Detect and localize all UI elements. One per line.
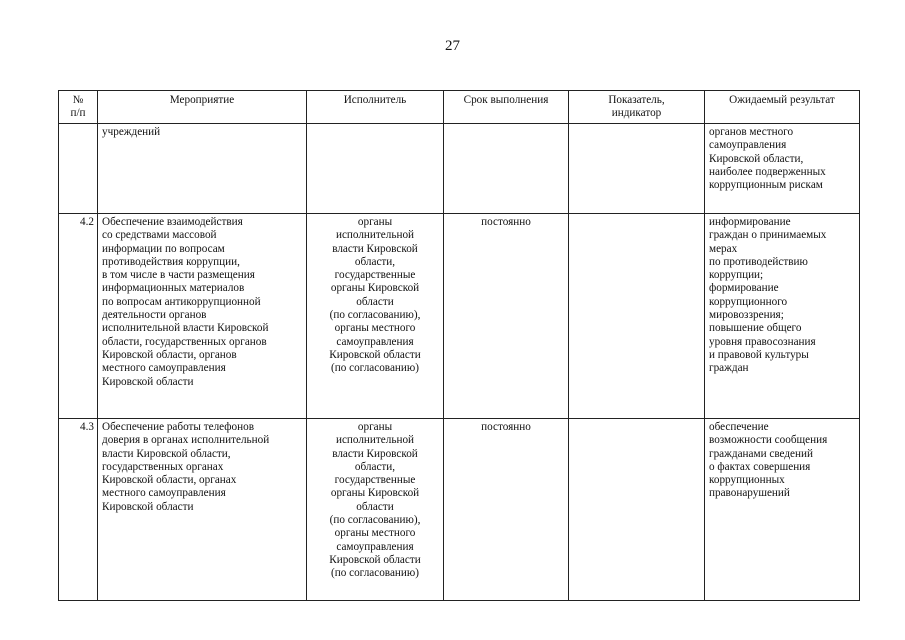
cell-result: органов местного самоуправления Кировской области, наиболее подверженных коррупционным рискам <box>705 124 860 214</box>
header-activity: Мероприятие <box>98 91 307 124</box>
header-indicator: Показатель, индикатор <box>569 91 705 124</box>
table-row <box>59 124 860 214</box>
cell-num: 4.2 <box>59 214 98 419</box>
cell-activity: Обеспечение работы телефонов доверия в органах исполнительной власти Кировской области, государственных органах Кировской области, органах местного самоуправления Кировской области <box>98 419 307 601</box>
cell-deadline: постоянно <box>444 214 569 419</box>
cell-activity: Обеспечение взаимодействия со средствами массовой информации по вопросам противодействия коррупции, в том числе в части размещения информационных материалов по вопросам антикоррупционной деятельности органов исполнительной власти Кировской области, государственных органов Кировской области, органов местного самоуправления Кировской области <box>98 214 307 419</box>
cell-result: информирование граждан о принимаемых мерах по противодействию коррупции; формирование коррупционного мировоззрения; повышение общего уровня правосознания и правовой культуры граждан <box>705 214 860 419</box>
header-executor: Исполнитель <box>307 91 444 124</box>
cell-indicator <box>569 214 705 419</box>
table-header-row <box>59 91 860 124</box>
table-row <box>59 214 860 419</box>
cell-executor: органы исполнительной власти Кировской области, государственные органы Кировской области (по согласованию), органы местного самоуправления Кировской области (по согласованию) <box>307 419 444 601</box>
page-number: 27 <box>445 38 460 54</box>
cell-executor: органы исполнительной власти Кировской области, государственные органы Кировской области (по согласованию), органы местного самоуправления Кировской области (по согласованию) <box>307 214 444 419</box>
cell-result: обеспечение возможности сообщения гражданами сведений о фактах совершения коррупционных правонарушений <box>705 419 860 601</box>
table-row <box>59 419 860 601</box>
action-plan-table <box>58 90 860 601</box>
cell-indicator <box>569 124 705 214</box>
cell-activity: учреждений <box>98 124 307 214</box>
cell-deadline: постоянно <box>444 419 569 601</box>
cell-indicator <box>569 419 705 601</box>
cell-num <box>59 124 98 214</box>
header-result: Ожидаемый результат <box>705 91 860 124</box>
header-num: № п/п <box>59 91 98 124</box>
cell-deadline <box>444 124 569 214</box>
header-deadline: Срок выполнения <box>444 91 569 124</box>
cell-executor <box>307 124 444 214</box>
cell-num: 4.3 <box>59 419 98 601</box>
